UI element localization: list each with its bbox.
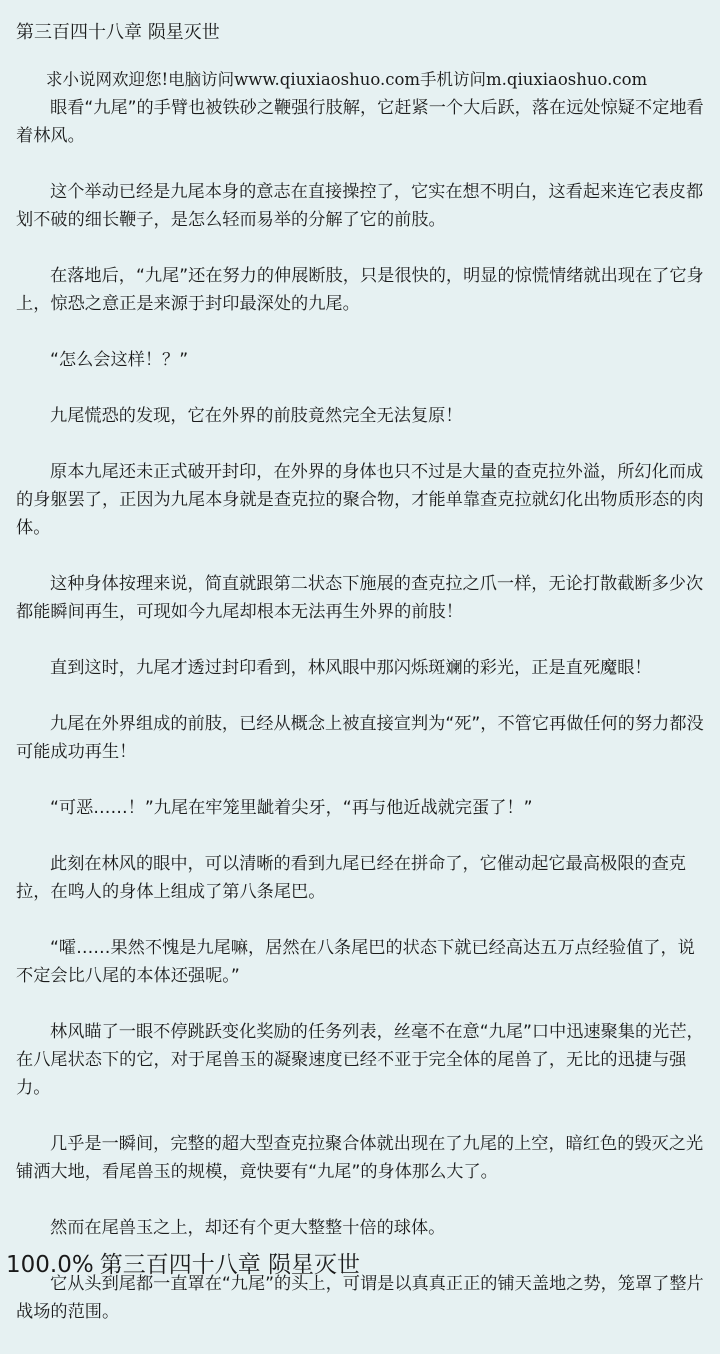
paragraph: 九尾在外界组成的前肢，已经从概念上被直接宣判为“死”，不管它再做任何的努力都没可能成功再生！ [16,714,704,762]
paragraph: 这种身体按理来说，简直就跟第二状态下施展的查克拉之爪一样，无论打散截断多少次都能瞬间再生，可现如今九尾却根本无法再生外界的前肢！ [16,574,704,622]
paragraph: “怎么会这样！？” [50,350,189,370]
paragraph: 几乎是一瞬间，完整的超大型查克拉聚合体就出现在了九尾的上空，暗红色的毁灭之光铺洒大地，看尾兽玉的规模，竟快要有“九尾”的身体那么大了。 [16,1134,704,1182]
status-chapter-title: 第三百四十八章 陨星灭世 [99,1252,361,1278]
paragraph: “可恶……！”九尾在牢笼里龇着尖牙，“再与他近战就完蛋了！” [50,798,533,818]
site-ad-line: 求小说网欢迎您!电脑访问www.qiuxiaoshuo.com手机访问m.qiuxiaoshuo.com [46,70,648,89]
reading-status-bar [6,1250,360,1280]
paragraph: 这个举动已经是九尾本身的意志在直接操控了，它实在想不明白，这看起来连它表皮都划不破的细长鞭子，是怎么轻而易举的分解了它的前肢。 [16,182,704,230]
paragraph: 然而在尾兽玉之上，却还有个更大整整十倍的球体。 [50,1218,446,1238]
paragraph: 眼看“九尾”的手臂也被铁砂之鞭强行肢解，它赶紧一个大后跃，落在远处惊疑不定地看着林风。 [16,98,704,146]
paragraph: 原本九尾还未正式破开封印，在外界的身体也只不过是大量的查克拉外溢，所幻化而成的身躯罢了，正因为九尾本身就是查克拉的聚合物，才能单靠查克拉就幻化出物质形态的肉体。 [16,462,704,538]
chapter-content[interactable] [16,66,704,1354]
paragraph: 在落地后，“九尾”还在努力的伸展断肢，只是很快的，明显的惊慌情绪就出现在了它身上，惊恐之意正是来源于封印最深处的九尾。 [16,266,704,314]
paragraph: 直到这时，九尾才透过封印看到，林风眼中那闪烁斑斓的彩光，正是直死魔眼！ [50,658,652,678]
paragraph: 此刻在林风的眼中，可以清晰的看到九尾已经在拼命了，它催动起它最高极限的查克拉，在鸣人的身体上组成了第八条尾巴。 [16,854,686,902]
paragraph: 它从头到尾都一直罩在“九尾”的头上，可谓是以真真正正的铺天盖地之势，笼罩了整片战场的范围。 [16,1274,704,1322]
reading-progress: 100.0% [6,1252,94,1278]
paragraph: 九尾慌恐的发现，它在外界的前肢竟然完全无法复原！ [50,406,463,426]
paragraph: 林风瞄了一眼不停跳跃变化奖励的任务列表，丝毫不在意“九尾”口中迅速聚集的光芒，在八尾状态下的它，对于尾兽玉的凝聚速度已经不亚于完全体的尾兽了，无比的迅捷与强力。 [16,1022,704,1098]
paragraph: “嚯……果然不愧是九尾嘛，居然在八条尾巴的状态下就已经高达五万点经验值了，说不定会比八尾的本体还强呢。” [16,938,695,986]
chapter-title: 第三百四十八章 陨星灭世 [16,22,220,43]
